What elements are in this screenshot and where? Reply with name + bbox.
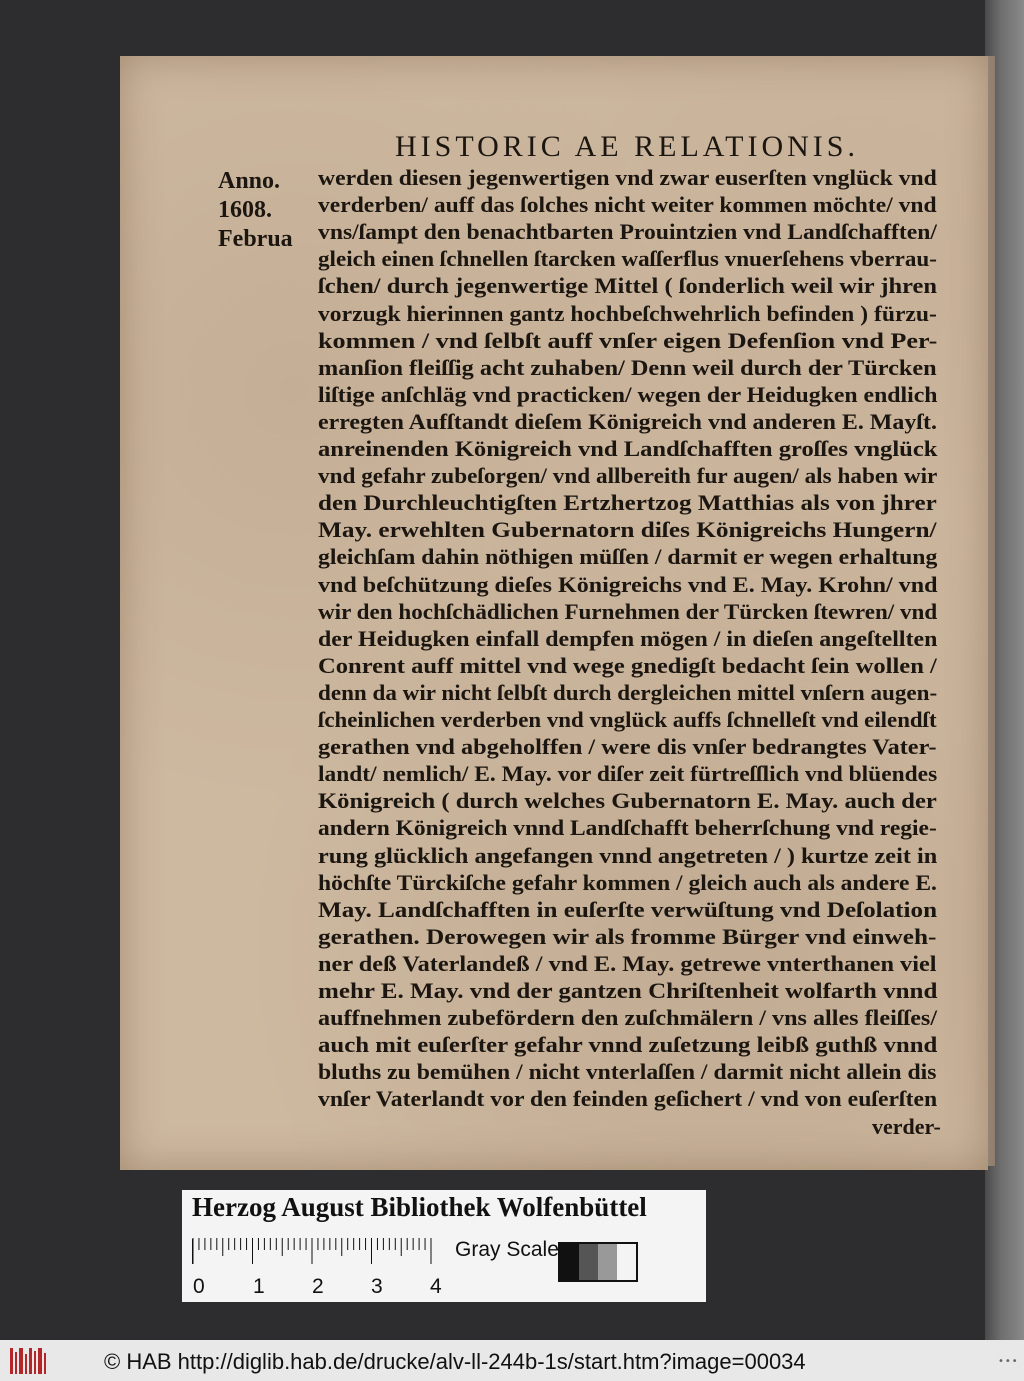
text-line: May. erwehlten Gubernatorn diſes Königreichs Hungern/ — [318, 517, 937, 543]
footer-url[interactable]: © HAB http://diglib.hab.de/drucke/alv-ll-244b-1s/start.htm?image=00034 — [104, 1349, 806, 1374]
text-line: rung glücklich angefangen vnnd angetreten / ) kurtze zeit in — [318, 842, 938, 868]
text-line: verder- — [872, 1113, 941, 1139]
gray-swatch — [617, 1244, 636, 1280]
margin-note-year-label: Anno. — [218, 168, 281, 194]
ruler-number-0: 0 — [193, 1275, 205, 1298]
scale-ruler — [192, 1238, 442, 1264]
text-line: verderben/ auff das ſolches nicht weiter kommen möchte/ vnd — [318, 192, 937, 218]
text-line: liſtige anſchläg vnd practicken/ wegen der Heidugken endlich — [318, 381, 938, 407]
text-line: vns/ſampt den benachtbarten Prouintzien vnd Landſchafften/ — [318, 219, 937, 245]
text-line: landt/ nemlich/ E. May. vor diſer zeit fürtreſſlich vnd blüendes — [318, 761, 938, 787]
margin-note-year: 1608. — [218, 197, 272, 223]
text-line: gerathen. Derowegen wir als fromme Bürger vnd einweh- — [318, 923, 937, 949]
text-line: auffnehmen zubefördern den zuſchmälern / vns alles fleiſſes/ — [318, 1005, 938, 1031]
text-line: kommen / vnd ſelbſt auff vnſer eigen Defenſion vnd Per- — [318, 327, 938, 353]
text-line: gleich einen ſchnellen ſtarcken waſſerflus vnuerſehens vberrau- — [318, 246, 937, 272]
ruler-number-4: 4 — [430, 1275, 442, 1298]
text-line: mehr E. May. vnd der gantzen Chriſtenheit wolfarth vnnd — [318, 978, 938, 1003]
text-line: werden diesen jegenwertigen vnd zwar euserſten vnglück vnd — [318, 165, 937, 190]
text-line: ſchen/ durch jegenwertige Mittel ( ſonderlich weil wir jhren — [318, 273, 938, 299]
text-line: Conrent auff mittel vnd wege gnedigſt bedacht ſein wollen / — [318, 652, 937, 678]
text-line: bluths zu bemühen / nicht vnterlaſſen / darmit nicht allein dis — [318, 1059, 937, 1085]
text-line: anreinenden Königreich vnd Landſchafften groſſes vnglück — [318, 436, 938, 461]
gray-swatch — [560, 1244, 579, 1280]
gray-scale-swatches — [558, 1242, 638, 1282]
text-line: ſcheinlichen verderben vnd vnglück auffs ſchnelleſt vnd eilendſt — [318, 707, 937, 732]
text-line: auch mit euſerſter gefahr vnnd zuſetzung leibß guthß vnnd — [318, 1032, 938, 1058]
gray-swatch — [579, 1244, 598, 1280]
library-name: Herzog August Bibliothek Wolfenbüttel — [192, 1192, 647, 1222]
text-line: ner deß Vaterlandeß / vnd E. May. getrewe vnterthanen viel — [318, 950, 937, 976]
text-line: gleichſam dahin nöthigen müſſen / darmit er wegen erhaltung — [318, 544, 938, 570]
page-header: HISTORIC AE RELATIONIS. — [395, 130, 859, 163]
hab-barcode-logo-icon — [8, 1346, 48, 1376]
text-line: vnſer Vaterlandt vor den feinden geſichert / vnd von euſerſten — [318, 1086, 938, 1112]
margin-note-month: Februa — [218, 226, 293, 252]
text-line: der Heidugken einfall dempfen mögen / in dieſen angeſtellten — [318, 625, 938, 651]
ruler-number-3: 3 — [371, 1275, 383, 1298]
text-line: May. Landſchafften in euſerſte verwüſtung vnd Deſolation — [318, 896, 938, 922]
text-line: vnd beſchützung dieſes Königreichs vnd E. May. Krohn/ vnd — [318, 571, 938, 597]
text-line: denn da wir nicht ſelbſt durch dergleichen mittel vnſern augen- — [318, 679, 938, 705]
text-line: manſion fleiſſig acht zuhaben/ Denn weil durch der Türcken — [318, 354, 937, 380]
gray-scale-label: Gray Scale — [455, 1238, 559, 1261]
text-line: Königreich ( durch welches Gubernatorn E. May. auch der — [318, 788, 937, 814]
ruler-number-2: 2 — [312, 1275, 324, 1298]
text-line: gerathen vnd abgeholffen / were dis vnſer bedrangtes Vater- — [318, 734, 937, 760]
text-line: vorzugk hierinnen gantz hochbeſchwehrlich befinden ) fürzu- — [318, 300, 937, 326]
text-line: vnd gefahr zubeſorgen/ vnd allbereith fur augen/ als haben wir — [318, 463, 938, 489]
ruler-number-1: 1 — [253, 1275, 265, 1298]
text-line: erregten Aufſtandt dieſem Königreich vnd anderen E. Mayſt. — [318, 408, 937, 434]
gray-swatch — [598, 1244, 617, 1280]
text-line: den Durchleuchtigſten Ertzhertzog Matthias als von jhrer — [318, 490, 937, 516]
text-line: andern Königreich vnnd Landſchafft beherrſchung vnd regie- — [318, 815, 937, 841]
text-line: höchſte Türckiſche gefahr kommen / gleich auch als andere E. — [318, 869, 937, 895]
text-line: wir den hochſchädlichen Furnehmen der Türcken ſtewren/ vnd — [318, 598, 938, 624]
more-options-icon[interactable]: ••• — [998, 1356, 1019, 1367]
